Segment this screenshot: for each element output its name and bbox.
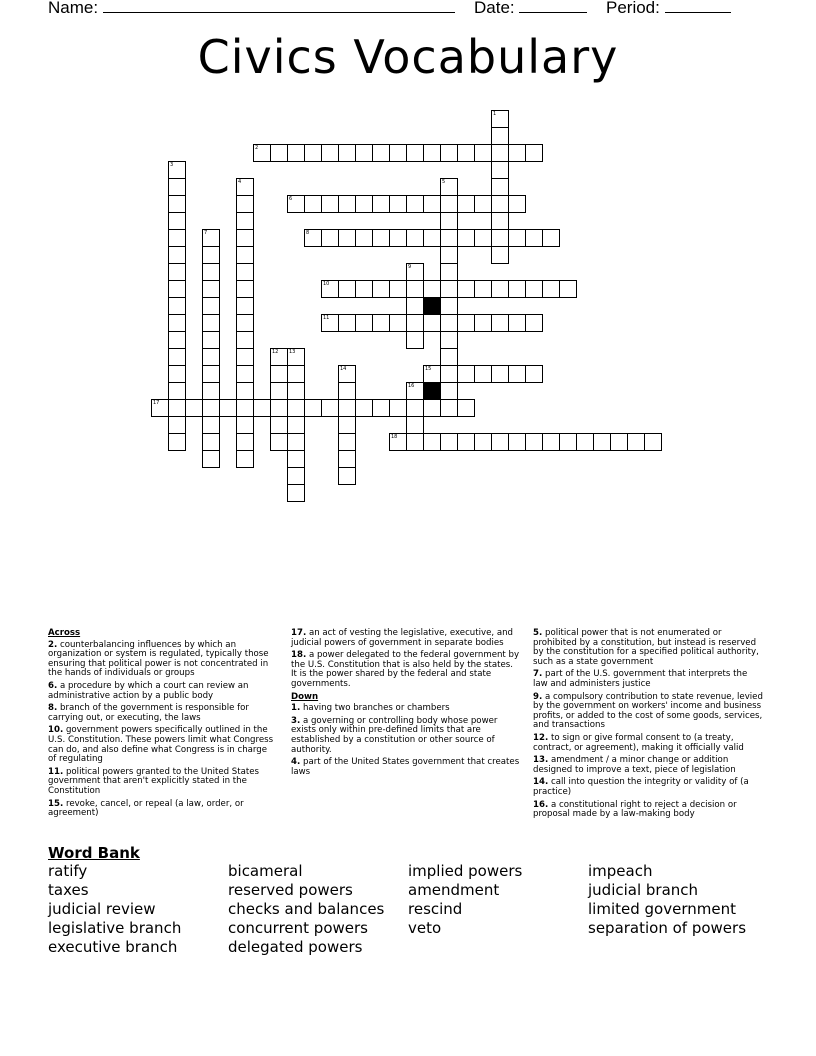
crossword-square[interactable] xyxy=(457,399,475,417)
crossword-square[interactable] xyxy=(474,280,492,298)
crossword-square[interactable] xyxy=(236,297,254,315)
crossword-square[interactable] xyxy=(508,365,526,383)
word-bank-item: veto xyxy=(408,919,442,937)
clue-text: call into question the integrity or validity of (a practice) xyxy=(533,777,749,797)
crossword-square[interactable] xyxy=(202,399,220,417)
clue-number-5: 5 xyxy=(442,179,446,185)
crossword-square[interactable] xyxy=(236,229,254,247)
crossword-square[interactable] xyxy=(457,195,475,213)
clue-number: 15. xyxy=(48,798,64,809)
crossword-square[interactable] xyxy=(168,382,186,400)
clue-number: 10. xyxy=(48,725,64,736)
crossword-square[interactable] xyxy=(202,382,220,400)
crossword-square[interactable] xyxy=(440,433,458,451)
crossword-square[interactable] xyxy=(236,331,254,349)
crossword-square[interactable] xyxy=(440,144,458,162)
across-clue xyxy=(48,704,278,723)
clue-number-14: 14 xyxy=(340,366,347,372)
date-label: Date: xyxy=(474,0,515,17)
clue-number: 4. xyxy=(291,757,301,768)
crossword-square[interactable] xyxy=(474,195,492,213)
clue-text: political powers granted to the United States government that aren't explicitly stated in the Constitution xyxy=(48,766,260,796)
crossword-square[interactable] xyxy=(406,195,424,213)
clue-text: a procedure by which a court can review an administrative action by a public body xyxy=(48,680,249,701)
clues-column-2 xyxy=(291,629,521,780)
crossword-square[interactable] xyxy=(168,178,186,196)
crossword-square[interactable] xyxy=(338,399,356,417)
across-clue xyxy=(48,768,278,797)
crossword-square[interactable] xyxy=(406,399,424,417)
word-bank-item: limited government xyxy=(588,900,736,918)
crossword-square[interactable] xyxy=(236,382,254,400)
down-clue xyxy=(533,629,763,667)
word-bank-item: concurrent powers xyxy=(228,919,368,937)
crossword-square[interactable] xyxy=(525,365,543,383)
crossword-square[interactable] xyxy=(168,348,186,366)
crossword-square[interactable] xyxy=(406,297,424,315)
crossword-square[interactable] xyxy=(168,314,186,332)
clue-text: a compulsory contribution to state revenue, levied by the government on workers' income and business profits, or added to the cost of some goods, services, and transactions xyxy=(533,691,763,731)
clue-number-18: 18 xyxy=(391,434,398,440)
crossword-square[interactable] xyxy=(440,382,458,400)
crossword-square[interactable] xyxy=(389,314,407,332)
clue-number: 5. xyxy=(533,628,543,638)
crossword-square[interactable] xyxy=(236,416,254,434)
word-bank-item: reserved powers xyxy=(228,881,353,899)
crossword-square[interactable] xyxy=(372,280,390,298)
clue-text: a power delegated to the federal government by the U.S. Constitution that is also held by the states. It is the power shared by the federal and state governments. xyxy=(291,650,520,689)
crossword-square[interactable] xyxy=(389,144,407,162)
crossword-square[interactable] xyxy=(236,399,254,417)
clue-number: 12. xyxy=(533,732,549,743)
clue-text: amendment / a minor change or addition designed to improve a text, piece of legislation xyxy=(533,755,736,775)
word-bank-item: judicial review xyxy=(48,900,156,918)
crossword-square[interactable] xyxy=(287,433,305,451)
across-clue xyxy=(48,641,278,679)
crossword-square[interactable] xyxy=(508,433,526,451)
crossword-square[interactable] xyxy=(338,416,356,434)
clue-text: branch of the government is responsible for carrying out, or executing, the laws xyxy=(48,703,249,723)
crossword-square[interactable] xyxy=(406,433,424,451)
crossword-square[interactable] xyxy=(168,246,186,264)
down-clue xyxy=(533,778,763,797)
crossword-square[interactable] xyxy=(253,399,271,417)
crossword-square[interactable] xyxy=(338,433,356,451)
clue-number-6: 6 xyxy=(289,196,293,202)
down-clue xyxy=(533,734,763,753)
crossword-square[interactable] xyxy=(542,280,560,298)
clue-number: 13. xyxy=(533,755,549,766)
clue-text: a constitutional right to reject a decision or proposal made by a law-making body xyxy=(533,799,737,820)
crossword-square[interactable] xyxy=(287,484,305,502)
crossword-square[interactable] xyxy=(389,229,407,247)
crossword-square[interactable] xyxy=(542,433,560,451)
crossword-square[interactable] xyxy=(576,433,594,451)
crossword-square[interactable] xyxy=(423,314,441,332)
crossword-square[interactable] xyxy=(440,212,458,230)
crossword-square[interactable] xyxy=(406,144,424,162)
down-clue xyxy=(291,704,521,714)
down-clue xyxy=(533,670,763,689)
crossword-square[interactable] xyxy=(372,399,390,417)
crossword-square[interactable] xyxy=(168,212,186,230)
crossword-square[interactable] xyxy=(372,195,390,213)
clue-text: revoke, cancel, or repeal (a law, order, or agreement) xyxy=(48,798,244,819)
word-bank-item: separation of powers xyxy=(588,919,747,937)
name-line[interactable] xyxy=(103,0,455,13)
crossword-square[interactable] xyxy=(559,433,577,451)
clue-text: part of the U.S. government that interprets the law and administers justice xyxy=(533,669,748,689)
crossword-square[interactable] xyxy=(491,127,509,145)
word-bank-item: executive branch xyxy=(48,938,178,956)
crossword-square[interactable] xyxy=(474,229,492,247)
clue-number-2: 2 xyxy=(255,145,259,151)
crossword-square[interactable] xyxy=(321,195,339,213)
crossword-square[interactable] xyxy=(168,433,186,451)
crossword-square[interactable] xyxy=(406,314,424,332)
clue-text: part of the United States government that creates laws xyxy=(291,757,520,777)
crossword-square[interactable] xyxy=(491,314,509,332)
crossword-square[interactable] xyxy=(491,229,509,247)
crossword-square[interactable] xyxy=(491,433,509,451)
crossword-square[interactable] xyxy=(389,280,407,298)
word-bank-title: Word Bank xyxy=(48,844,140,862)
word-bank-item: bicameral xyxy=(228,862,303,880)
crossword-square[interactable] xyxy=(423,229,441,247)
crossword-square[interactable] xyxy=(559,280,577,298)
crossword-square[interactable] xyxy=(440,195,458,213)
clue-number: 2. xyxy=(48,639,58,650)
word-bank-item: rescind xyxy=(408,900,463,918)
crossword-square[interactable] xyxy=(457,229,475,247)
date-field[interactable] xyxy=(474,0,587,18)
across-clue xyxy=(291,651,521,689)
clue-number: 8. xyxy=(48,703,58,714)
crossword-square[interactable] xyxy=(168,399,186,417)
crossword-square[interactable] xyxy=(236,212,254,230)
page-title: Civics Vocabulary xyxy=(197,30,619,84)
crossword-square[interactable] xyxy=(270,433,288,451)
crossword-square[interactable] xyxy=(457,144,475,162)
blocked-square xyxy=(423,297,441,315)
clue-text: to sign or give formal consent to (a treaty, contract, or agreement), making it officially valid xyxy=(533,732,744,753)
crossword-square[interactable] xyxy=(355,280,373,298)
clue-number-12: 12 xyxy=(272,349,279,355)
period-field[interactable] xyxy=(606,0,731,18)
crossword-square[interactable] xyxy=(270,144,288,162)
clue-number: 16. xyxy=(533,799,549,810)
crossword-square[interactable] xyxy=(525,229,543,247)
clues-column-3 xyxy=(533,629,763,823)
crossword-square[interactable] xyxy=(168,365,186,383)
crossword-square[interactable] xyxy=(168,416,186,434)
clue-number-8: 8 xyxy=(306,230,310,236)
crossword-square[interactable] xyxy=(423,433,441,451)
clue-text: counterbalancing influences by which an organization or system is regulated, typically those ensuring that political power is not concentrated in the hands of individuals or groups xyxy=(48,639,269,679)
crossword-square[interactable] xyxy=(168,263,186,281)
clue-text: an act of vesting the legislative, executive, and judicial powers of government in separate bodies xyxy=(291,628,514,648)
across-clue xyxy=(48,726,278,764)
crossword-square[interactable] xyxy=(355,195,373,213)
down-heading: Down xyxy=(291,691,319,702)
crossword-square[interactable] xyxy=(338,450,356,468)
crossword-square[interactable] xyxy=(338,314,356,332)
crossword-square[interactable] xyxy=(202,263,220,281)
crossword-square[interactable] xyxy=(491,178,509,196)
crossword-square[interactable] xyxy=(406,280,424,298)
crossword-square[interactable] xyxy=(474,144,492,162)
crossword-square[interactable] xyxy=(440,314,458,332)
date-line[interactable] xyxy=(519,0,587,13)
crossword-square[interactable] xyxy=(236,348,254,366)
clue-number: 1. xyxy=(291,703,301,714)
word-bank-item: ratify xyxy=(48,862,88,880)
crossword-square[interactable] xyxy=(542,229,560,247)
clues-column-1 xyxy=(48,629,278,822)
crossword-square[interactable] xyxy=(372,144,390,162)
down-clue xyxy=(291,758,521,777)
crossword-square[interactable] xyxy=(457,365,475,383)
crossword-square[interactable] xyxy=(202,297,220,315)
crossword-square[interactable] xyxy=(491,195,509,213)
crossword-square[interactable] xyxy=(440,229,458,247)
crossword-square[interactable] xyxy=(202,314,220,332)
crossword-square[interactable] xyxy=(236,314,254,332)
clue-number-7: 7 xyxy=(204,230,208,236)
clue-number-11: 11 xyxy=(323,315,330,321)
crossword-square[interactable] xyxy=(338,195,356,213)
across-clue xyxy=(48,800,278,819)
down-clue xyxy=(533,801,763,820)
crossword-square[interactable] xyxy=(610,433,628,451)
crossword-square[interactable] xyxy=(304,144,322,162)
clue-number-16: 16 xyxy=(408,383,415,389)
word-bank-item: impeach xyxy=(588,862,653,880)
clue-number-4: 4 xyxy=(238,179,242,185)
crossword-square[interactable] xyxy=(168,229,186,247)
crossword-square[interactable] xyxy=(491,365,509,383)
crossword-square[interactable] xyxy=(287,365,305,383)
crossword-square[interactable] xyxy=(168,280,186,298)
crossword-square[interactable] xyxy=(440,365,458,383)
crossword-square[interactable] xyxy=(202,246,220,264)
name-field[interactable] xyxy=(48,0,455,18)
crossword-square[interactable] xyxy=(287,450,305,468)
crossword-square[interactable] xyxy=(457,280,475,298)
crossword-square[interactable] xyxy=(474,433,492,451)
crossword-square[interactable] xyxy=(321,399,339,417)
crossword-square[interactable] xyxy=(236,280,254,298)
crossword-square[interactable] xyxy=(474,314,492,332)
down-clue xyxy=(533,693,763,731)
clue-number-15: 15 xyxy=(425,366,432,372)
name-label: Name: xyxy=(48,0,99,17)
across-clue xyxy=(291,629,521,648)
crossword-square[interactable] xyxy=(423,399,441,417)
crossword-square[interactable] xyxy=(508,229,526,247)
crossword-square[interactable] xyxy=(321,144,339,162)
crossword-square[interactable] xyxy=(355,229,373,247)
crossword-square[interactable] xyxy=(593,433,611,451)
crossword-square[interactable] xyxy=(440,348,458,366)
period-label: Period: xyxy=(606,0,660,17)
crossword-square[interactable] xyxy=(168,195,186,213)
crossword-square[interactable] xyxy=(202,280,220,298)
crossword-square[interactable] xyxy=(389,399,407,417)
crossword-square[interactable] xyxy=(304,195,322,213)
clue-number: 18. xyxy=(291,650,307,661)
crossword-square[interactable] xyxy=(491,212,509,230)
crossword-square[interactable] xyxy=(236,450,254,468)
crossword-square[interactable] xyxy=(491,280,509,298)
crossword-square[interactable] xyxy=(355,399,373,417)
crossword-square[interactable] xyxy=(236,365,254,383)
crossword-square[interactable] xyxy=(321,229,339,247)
clue-number: 7. xyxy=(533,669,543,680)
down-clue xyxy=(533,756,763,775)
crossword-square[interactable] xyxy=(525,314,543,332)
crossword-square[interactable] xyxy=(406,416,424,434)
across-heading: Across xyxy=(48,628,81,638)
crossword-square[interactable] xyxy=(338,280,356,298)
crossword-square[interactable] xyxy=(236,195,254,213)
clue-number: 9. xyxy=(533,691,543,702)
crossword-square[interactable] xyxy=(355,314,373,332)
crossword-square[interactable] xyxy=(270,365,288,383)
word-bank-item: implied powers xyxy=(408,862,523,880)
crossword-square[interactable] xyxy=(423,144,441,162)
crossword-square[interactable] xyxy=(491,246,509,264)
crossword-square[interactable] xyxy=(270,416,288,434)
across-clue xyxy=(48,682,278,701)
crossword-square[interactable] xyxy=(338,229,356,247)
crossword-square[interactable] xyxy=(423,195,441,213)
crossword-square[interactable] xyxy=(287,382,305,400)
clue-number-17: 17 xyxy=(153,400,160,406)
crossword-square[interactable] xyxy=(406,331,424,349)
word-bank-item: delegated powers xyxy=(228,938,363,956)
word-bank-item: judicial branch xyxy=(588,881,699,899)
crossword-square[interactable] xyxy=(202,348,220,366)
word-bank-item: checks and balances xyxy=(228,900,385,918)
crossword-square[interactable] xyxy=(202,450,220,468)
clue-text: having two branches or chambers xyxy=(302,703,450,714)
crossword-square[interactable] xyxy=(440,280,458,298)
word-bank-item: taxes xyxy=(48,881,89,899)
crossword-square[interactable] xyxy=(372,314,390,332)
crossword-square[interactable] xyxy=(202,331,220,349)
crossword-square[interactable] xyxy=(491,161,509,179)
word-bank-item: amendment xyxy=(408,881,500,899)
clue-number: 14. xyxy=(533,777,549,788)
crossword-square[interactable] xyxy=(338,467,356,485)
clue-number-3: 3 xyxy=(170,162,174,168)
clue-number-13: 13 xyxy=(289,349,296,355)
crossword-square[interactable] xyxy=(355,144,373,162)
clue-text: government powers specifically outlined in the U.S. Constitution. These powers limit what Congress can do, and also define what Congress is in charge of regulating xyxy=(48,725,274,765)
down-clue xyxy=(291,717,521,755)
crossword-square[interactable] xyxy=(423,280,441,298)
crossword-square[interactable] xyxy=(372,229,390,247)
crossword-square[interactable] xyxy=(627,433,645,451)
crossword-square[interactable] xyxy=(236,246,254,264)
crossword-square[interactable] xyxy=(440,331,458,349)
crossword-square[interactable] xyxy=(338,144,356,162)
crossword-square[interactable] xyxy=(168,331,186,349)
crossword-square[interactable] xyxy=(440,246,458,264)
crossword-square[interactable] xyxy=(474,365,492,383)
crossword-square[interactable] xyxy=(406,229,424,247)
crossword-square[interactable] xyxy=(508,314,526,332)
crossword-square[interactable] xyxy=(202,416,220,434)
crossword-square[interactable] xyxy=(508,280,526,298)
crossword-square[interactable] xyxy=(457,314,475,332)
crossword-square[interactable] xyxy=(389,195,407,213)
crossword-square[interactable] xyxy=(236,263,254,281)
clue-number-9: 9 xyxy=(408,264,412,270)
clue-number-1: 1 xyxy=(493,111,497,117)
crossword-square[interactable] xyxy=(219,399,237,417)
crossword-square[interactable] xyxy=(270,399,288,417)
clue-number-10: 10 xyxy=(323,281,330,287)
crossword-square[interactable] xyxy=(644,433,662,451)
clue-number: 6. xyxy=(48,680,58,691)
crossword-square[interactable] xyxy=(287,467,305,485)
crossword-square[interactable] xyxy=(185,399,203,417)
crossword-square[interactable] xyxy=(491,144,509,162)
crossword-square[interactable] xyxy=(202,433,220,451)
crossword-square[interactable] xyxy=(508,195,526,213)
crossword-square[interactable] xyxy=(338,382,356,400)
clue-number: 11. xyxy=(48,766,64,777)
crossword-square[interactable] xyxy=(287,399,305,417)
crossword-square[interactable] xyxy=(287,144,305,162)
crossword-square[interactable] xyxy=(236,433,254,451)
crossword-square[interactable] xyxy=(508,144,526,162)
crossword-square[interactable] xyxy=(440,297,458,315)
crossword-square[interactable] xyxy=(168,297,186,315)
period-line[interactable] xyxy=(665,0,731,13)
clue-number: 3. xyxy=(291,715,301,726)
word-bank-item: legislative branch xyxy=(48,919,182,937)
clue-text: a governing or controlling body whose power exists only within pre-defined limits that are established by a constitution or other source of authority. xyxy=(291,715,498,755)
crossword-square[interactable] xyxy=(525,280,543,298)
crossword-square[interactable] xyxy=(287,416,305,434)
crossword-square[interactable] xyxy=(440,399,458,417)
crossword-square[interactable] xyxy=(525,433,543,451)
crossword-square[interactable] xyxy=(525,144,543,162)
crossword-square[interactable] xyxy=(457,433,475,451)
clue-number: 17. xyxy=(291,628,307,638)
blocked-square xyxy=(423,382,441,400)
crossword-square[interactable] xyxy=(202,365,220,383)
crossword-square[interactable] xyxy=(270,382,288,400)
clue-text: political power that is not enumerated or prohibited by a constitution, but instead is reserved by the constitution for a specified political authority, such as a state government xyxy=(533,628,759,667)
crossword-square[interactable] xyxy=(304,399,322,417)
crossword-square[interactable] xyxy=(440,263,458,281)
